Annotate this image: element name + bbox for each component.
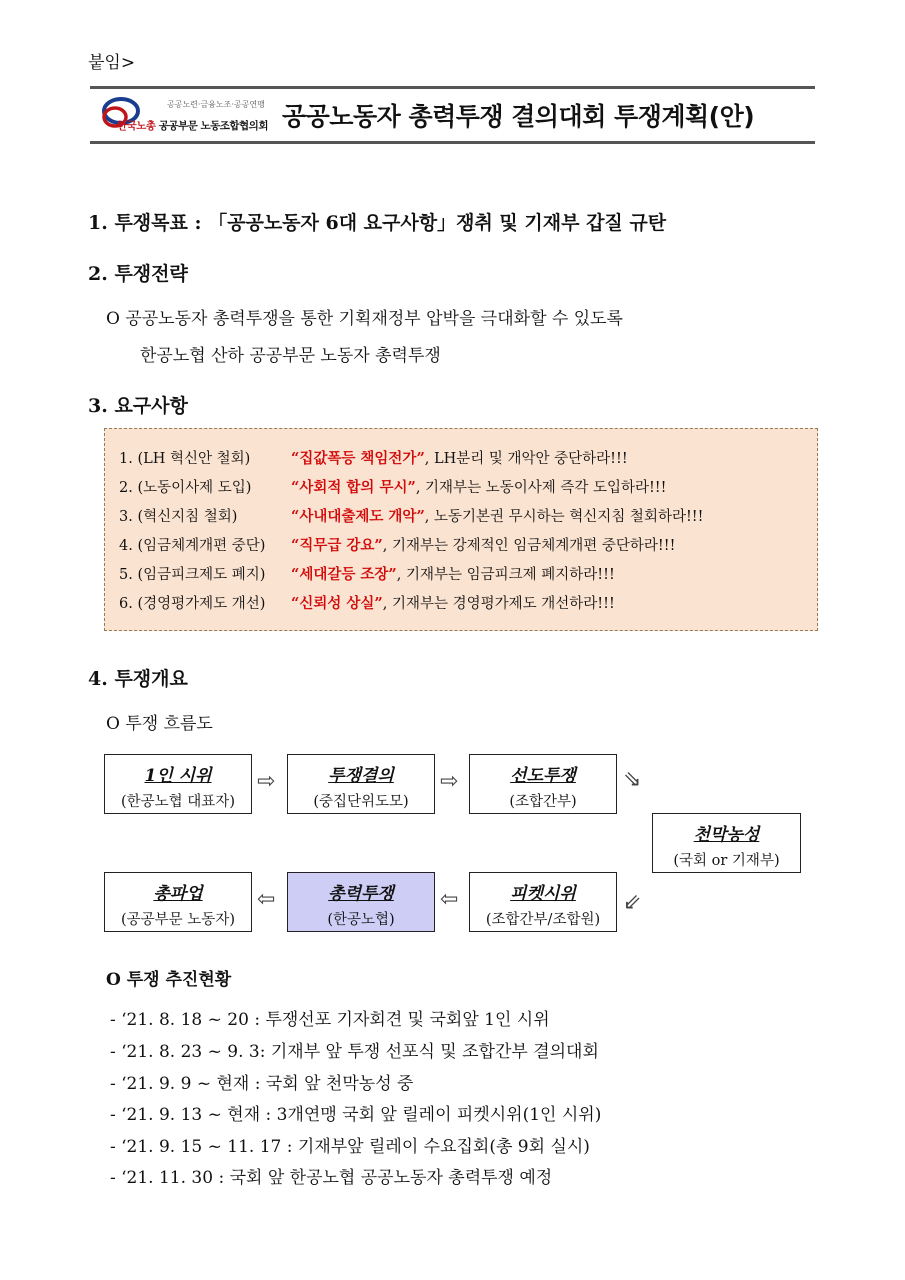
header-rule-bottom bbox=[90, 141, 815, 144]
logo-red-text: 한국노총 bbox=[117, 120, 156, 132]
flow-box-subtitle: (한공노협 대표자) bbox=[121, 794, 235, 810]
flow-box-subtitle: (국회 or 기재부) bbox=[673, 853, 780, 869]
section-requirements: 3. 요구사항 bbox=[88, 395, 188, 417]
strategy-line-2: 한공노협 산하 공공부문 노동자 총력투쟁 bbox=[140, 346, 441, 366]
flow-box-subtitle: (조합간부/조합원) bbox=[485, 912, 601, 928]
flow-box-picket-protest bbox=[469, 872, 617, 932]
flow-box-subtitle: (한공노협) bbox=[327, 912, 395, 928]
status-item: - ‘21. 8. 18 ~ 20 : 투쟁선포 기자회견 및 국회앞 1인 시위 bbox=[110, 1010, 550, 1030]
requirement-highlight: “사내대출제도 개악” bbox=[291, 508, 425, 525]
flow-box-resolution bbox=[287, 754, 435, 814]
requirement-item bbox=[119, 563, 615, 584]
flow-box-title: 1인 시위 bbox=[144, 766, 212, 786]
organization-logo bbox=[95, 94, 285, 136]
requirement-item bbox=[119, 534, 675, 555]
flow-box-title: 총력투쟁 bbox=[328, 884, 394, 904]
requirement-text: , LH분리 및 개악안 중단하라!!! bbox=[424, 451, 628, 467]
logo-small-text: 공공노련·금융노조·공공연맹 bbox=[167, 100, 265, 109]
attachment-label: 붙임> bbox=[88, 53, 136, 73]
status-item: - ‘21. 8. 23 ~ 9. 3: 기재부 앞 투쟁 선포식 및 조합간부 결의대회 bbox=[110, 1042, 599, 1062]
flow-box-leading-struggle bbox=[469, 754, 617, 814]
status-item: - ‘21. 9. 15 ~ 11. 17 : 기재부앞 릴레이 수요집회(총 9회 실시) bbox=[110, 1137, 590, 1157]
header-rule-top bbox=[90, 86, 815, 89]
requirement-item bbox=[119, 592, 615, 613]
arrow-left-icon: ⇦ bbox=[440, 887, 459, 912]
flow-box-tent-sit-in bbox=[652, 813, 801, 873]
requirement-highlight: “집값폭등 책임전가” bbox=[291, 450, 425, 467]
requirements-box bbox=[104, 428, 818, 631]
requirement-item bbox=[119, 447, 628, 468]
requirement-label: 1. (LH 혁신안 철회) bbox=[119, 451, 251, 467]
flow-box-subtitle: (조합간부) bbox=[509, 794, 577, 810]
requirement-text: , 노동기본권 무시하는 혁신지침 철회하라!!! bbox=[424, 509, 704, 525]
requirement-label: 3. (혁신지침 철회) bbox=[119, 509, 238, 525]
status-heading: O 투쟁 추진현황 bbox=[106, 970, 232, 990]
requirement-label: 4. (임금체계개편 중단) bbox=[119, 538, 266, 554]
flow-box-title: 총파업 bbox=[153, 884, 203, 904]
flow-box-general-strike bbox=[104, 872, 252, 932]
arrow-right-icon: ⇨ bbox=[257, 769, 276, 794]
section-strategy: 2. 투쟁전략 bbox=[88, 263, 188, 285]
flow-box-title: 피켓시위 bbox=[510, 884, 576, 904]
arrow-down-right-icon: ⇘ bbox=[623, 767, 642, 792]
requirement-label: 2. (노동이사제 도입) bbox=[119, 480, 252, 496]
requirement-label: 5. (임금피크제도 폐지) bbox=[119, 567, 266, 583]
requirement-highlight: “사회적 합의 무시” bbox=[291, 479, 416, 496]
section-overview: 4. 투쟁개요 bbox=[88, 668, 188, 690]
arrow-left-icon: ⇦ bbox=[257, 887, 276, 912]
requirement-text: , 기재부는 강제적인 임금체계개편 중단하라!!! bbox=[382, 538, 676, 554]
requirement-highlight: “직무급 강요” bbox=[291, 537, 383, 554]
flow-box-title: 투쟁결의 bbox=[328, 766, 394, 786]
flow-box-subtitle: (공공부문 노동자) bbox=[121, 912, 235, 928]
requirement-highlight: “신뢰성 상실” bbox=[291, 595, 383, 612]
logo-main-text bbox=[117, 118, 268, 133]
status-item: - ‘21. 9. 13 ~ 현재 : 3개연맹 국회 앞 릴레이 피켓시위(1인 시위) bbox=[110, 1105, 602, 1125]
flow-box-one-person-protest bbox=[104, 754, 252, 814]
requirement-text: , 기재부는 경영평가제도 개선하라!!! bbox=[382, 596, 615, 612]
status-item: - ‘21. 9. 9 ~ 현재 : 국회 앞 천막농성 중 bbox=[110, 1074, 414, 1094]
flow-heading: O 투쟁 흐름도 bbox=[106, 714, 213, 734]
section-goal: 1. 투쟁목표 : 「공공노동자 6대 요구사항」쟁취 및 기재부 갑질 규탄 bbox=[88, 212, 667, 234]
flow-box-title: 선도투쟁 bbox=[510, 766, 576, 786]
strategy-line-1: O 공공노동자 총력투쟁을 통한 기획재정부 압박을 극대화할 수 있도록 bbox=[106, 309, 623, 329]
flow-box-title: 천막농성 bbox=[693, 825, 760, 845]
requirement-text: , 기재부는 임금피크제 폐지하라!!! bbox=[396, 567, 615, 583]
status-item: - ‘21. 11. 30 : 국회 앞 한공노협 공공노동자 총력투쟁 예정 bbox=[110, 1168, 553, 1188]
arrow-down-left-icon: ⇙ bbox=[623, 890, 642, 915]
requirement-item bbox=[119, 476, 666, 497]
logo-black-text: 공공부문 노동조합협의회 bbox=[158, 120, 268, 132]
flow-box-subtitle: (중집단위도모) bbox=[313, 794, 409, 810]
flow-box-all-out-struggle bbox=[287, 872, 435, 932]
requirement-label: 6. (경영평가제도 개선) bbox=[119, 596, 266, 612]
arrow-right-icon: ⇨ bbox=[440, 769, 459, 794]
requirement-item bbox=[119, 505, 703, 526]
document-title: 공공노동자 총력투쟁 결의대회 투쟁계획(안) bbox=[282, 102, 755, 131]
requirement-text: , 기재부는 노동이사제 즉각 도입하라!!! bbox=[415, 480, 667, 496]
requirement-highlight: “세대갈등 조장” bbox=[291, 566, 397, 583]
